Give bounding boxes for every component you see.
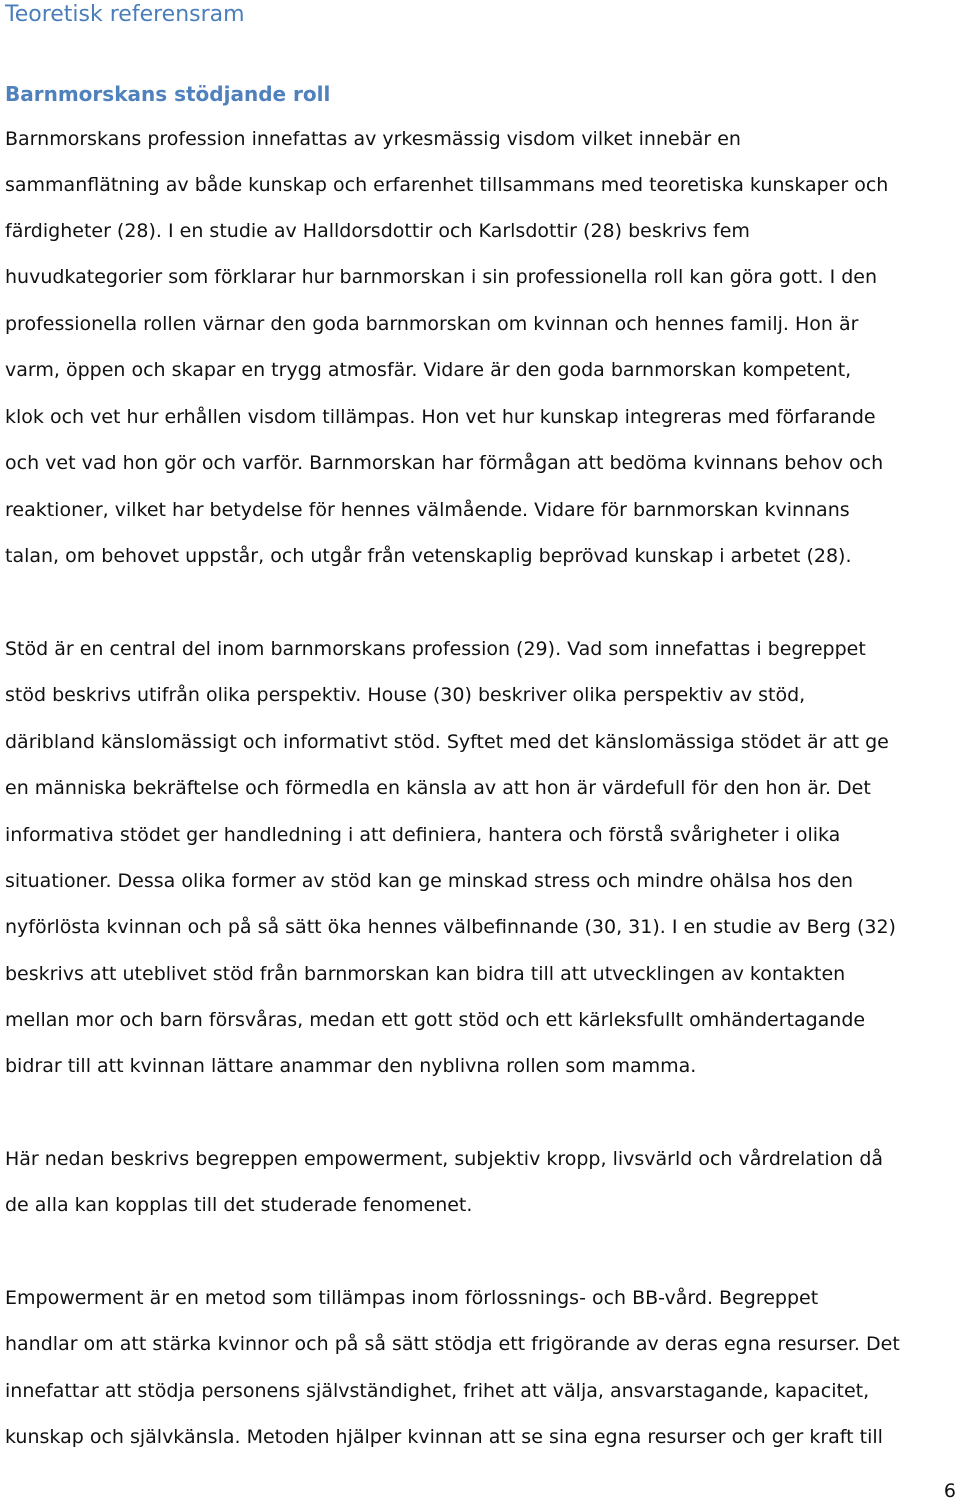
text-line: Empowerment är en metod som tillämpas inom förlossnings- och BB-vård. Begreppet [5,1287,819,1309]
text-line: sammanflätning av både kunskap och erfarenhet tillsammans med teoretiska kunskaper och [5,174,889,196]
text-line: situationer. Dessa olika former av stöd kan ge minskad stress och mindre ohälsa hos den [5,870,854,892]
text-line: de alla kan kopplas till det studerade fenomenet. [5,1194,473,1216]
text-line: talan, om behovet uppstår, och utgår från vetenskaplig beprövad kunskap i arbetet (28). [5,545,852,567]
section-heading: Teoretisk referensram [5,2,245,27]
text-line: stöd beskrivs utifrån olika perspektiv. House (30) beskriver olika perspektiv av stöd, [5,684,806,706]
text-line: Barnmorskans profession innefattas av yrkesmässig visdom vilket innebär en [5,128,741,150]
text-line: kunskap och självkänsla. Metoden hjälper kvinnan att se sina egna resurser och ger kraft till [5,1426,883,1448]
text-line: och vet vad hon gör och varför. Barnmorskan har förmågan att bedöma kvinnans behov och [5,452,884,474]
text-line: däribland känslomässigt och informativt stöd. Syftet med det känslomässiga stödet är att ge [5,731,889,753]
text-line: innefattar att stödja personens självständighet, frihet att välja, ansvarstagande, kapacitet, [5,1380,870,1402]
text-line: nyförlösta kvinnan och på så sätt öka hennes välbefinnande (30, 31). I en studie av Berg (32) [5,916,896,938]
subsection-heading: Barnmorskans stödjande roll [5,82,331,106]
text-line: mellan mor och barn försvåras, medan ett gott stöd och ett kärleksfullt omhändertagande [5,1009,866,1031]
text-line: en människa bekräftelse och förmedla en känsla av att hon är värdefull för den hon är. Det [5,777,871,799]
text-line: färdigheter (28). I en studie av Halldorsdottir och Karlsdottir (28) beskrivs fem [5,220,750,242]
text-line: beskrivs att uteblivet stöd från barnmorskan kan bidra till att utvecklingen av kontakten [5,963,846,985]
text-line: varm, öppen och skapar en trygg atmosfär. Vidare är den goda barnmorskan kompetent, [5,359,852,381]
text-line: handlar om att stärka kvinnor och på så sätt stödja ett frigörande av deras egna resurser. Det [5,1333,900,1355]
text-line: klok och vet hur erhållen visdom tillämpas. Hon vet hur kunskap integreras med förfarande [5,406,876,428]
text-line: reaktioner, vilket har betydelse för hennes välmående. Vidare för barnmorskan kvinnans [5,499,850,521]
text-line: Här nedan beskrivs begreppen empowerment, subjektiv kropp, livsvärld och vårdrelation då [5,1148,884,1170]
text-line: informativa stödet ger handledning i att definiera, hantera och förstå svårigheter i olika [5,824,841,846]
text-line: bidrar till att kvinnan lättare anammar den nyblivna rollen som mamma. [5,1055,697,1077]
text-line: professionella rollen värnar den goda barnmorskan om kvinnan och hennes familj. Hon är [5,313,859,335]
text-line: huvudkategorier som förklarar hur barnmorskan i sin professionella roll kan göra gott. I den [5,266,878,288]
page-number: 6 [943,1480,956,1502]
text-line: Stöd är en central del inom barnmorskans profession (29). Vad som innefattas i begreppet [5,638,866,660]
